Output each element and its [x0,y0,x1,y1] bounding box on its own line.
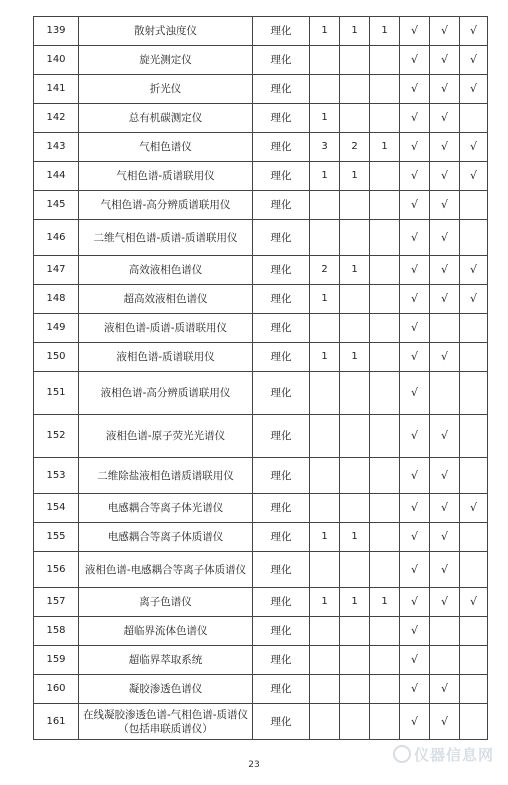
cell-category: 理化 [253,46,310,75]
cell-count-1 [310,314,340,343]
cell-number: 141 [34,75,79,104]
cell-check-2: √ [430,494,460,523]
cell-count-3 [370,675,400,704]
table-row [34,220,488,256]
table-row [34,675,488,704]
cell-check-3 [460,646,488,675]
table-row [34,617,488,646]
cell-instrument-name: 电感耦合等离子体质谱仪 [79,523,253,552]
cell-category: 理化 [253,415,310,458]
table-row [34,133,488,162]
cell-count-3 [370,646,400,675]
cell-instrument-name: 液相色谱-高分辨质谱联用仪 [79,372,253,415]
cell-count-3 [370,617,400,646]
cell-check-2: √ [430,104,460,133]
cell-check-2: √ [430,588,460,617]
cell-number: 145 [34,191,79,220]
cell-instrument-name: 电感耦合等离子体光谱仪 [79,494,253,523]
cell-category: 理化 [253,675,310,704]
cell-check-1: √ [400,494,430,523]
table-row [34,494,488,523]
watermark [393,744,494,765]
cell-check-2 [430,617,460,646]
cell-count-1 [310,552,340,588]
cell-count-1: 1 [310,162,340,191]
table-body [34,17,488,740]
table-row [34,343,488,372]
cell-count-1: 1 [310,285,340,314]
cell-check-2: √ [430,523,460,552]
cell-instrument-name: 超临界流体色谱仪 [79,617,253,646]
cell-count-3: 1 [370,17,400,46]
cell-count-2 [340,617,370,646]
cell-instrument-name: 液相色谱-质谱联用仪 [79,343,253,372]
cell-check-1: √ [400,314,430,343]
cell-count-3 [370,314,400,343]
cell-instrument-name: 离子色谱仪 [79,588,253,617]
cell-count-3 [370,75,400,104]
cell-check-2: √ [430,17,460,46]
cell-check-2: √ [430,675,460,704]
instrument-table-container [33,16,488,740]
cell-count-2: 1 [340,162,370,191]
cell-check-1: √ [400,285,430,314]
cell-check-3 [460,314,488,343]
cell-instrument-name: 折光仪 [79,75,253,104]
cell-number: 155 [34,523,79,552]
cell-category: 理化 [253,372,310,415]
cell-count-2 [340,285,370,314]
cell-number: 154 [34,494,79,523]
cell-number: 158 [34,617,79,646]
cell-count-3 [370,162,400,191]
cell-number: 147 [34,256,79,285]
cell-check-1: √ [400,343,430,372]
cell-count-2 [340,314,370,343]
cell-check-1: √ [400,675,430,704]
cell-count-3 [370,46,400,75]
cell-count-3 [370,220,400,256]
cell-check-1: √ [400,75,430,104]
cell-check-2: √ [430,133,460,162]
cell-check-1: √ [400,220,430,256]
cell-count-3 [370,191,400,220]
cell-instrument-name: 液相色谱-电感耦合等离子体质谱仪 [79,552,253,588]
cell-count-2 [340,675,370,704]
cell-count-2 [340,220,370,256]
cell-instrument-name: 气相色谱-质谱联用仪 [79,162,253,191]
cell-number: 149 [34,314,79,343]
cell-check-2: √ [430,220,460,256]
cell-instrument-name: 在线凝胶渗透色谱-气相色谱-质谱仪（包括串联质谱仪） [79,704,253,740]
table-row [34,458,488,494]
cell-count-2: 1 [340,588,370,617]
cell-number: 148 [34,285,79,314]
cell-count-2 [340,646,370,675]
table-row [34,17,488,46]
cell-count-1 [310,458,340,494]
cell-count-1 [310,220,340,256]
cell-instrument-name: 总有机碳测定仪 [79,104,253,133]
cell-check-1: √ [400,133,430,162]
cell-number: 153 [34,458,79,494]
cell-check-2: √ [430,552,460,588]
table-row [34,314,488,343]
cell-check-3: √ [460,46,488,75]
cell-category: 理化 [253,285,310,314]
cell-count-1 [310,372,340,415]
cell-category: 理化 [253,458,310,494]
cell-count-1 [310,704,340,740]
table-row [34,372,488,415]
cell-check-2: √ [430,46,460,75]
cell-count-3 [370,104,400,133]
cell-instrument-name: 气相色谱-高分辨质谱联用仪 [79,191,253,220]
cell-category: 理化 [253,646,310,675]
cell-check-1: √ [400,46,430,75]
cell-check-2: √ [430,415,460,458]
cell-instrument-name: 二维气相色谱-质谱-质谱联用仪 [79,220,253,256]
table-row [34,523,488,552]
instrument-table [33,16,488,740]
cell-number: 139 [34,17,79,46]
cell-count-1 [310,646,340,675]
cell-category: 理化 [253,17,310,46]
cell-instrument-name: 凝胶渗透色谱仪 [79,675,253,704]
cell-count-2 [340,104,370,133]
cell-check-2: √ [430,704,460,740]
table-row [34,285,488,314]
cell-count-2 [340,458,370,494]
cell-category: 理化 [253,523,310,552]
cell-category: 理化 [253,256,310,285]
cell-count-3: 1 [370,133,400,162]
cell-count-1 [310,494,340,523]
cell-check-1: √ [400,646,430,675]
cell-count-1: 3 [310,133,340,162]
table-row [34,256,488,285]
table-row [34,46,488,75]
cell-category: 理化 [253,191,310,220]
cell-check-3 [460,617,488,646]
cell-count-2: 1 [340,523,370,552]
cell-check-2: √ [430,343,460,372]
cell-count-2 [340,191,370,220]
table-row [34,646,488,675]
cell-instrument-name: 散射式浊度仪 [79,17,253,46]
cell-number: 146 [34,220,79,256]
cell-check-3 [460,458,488,494]
cell-check-3 [460,372,488,415]
cell-check-3 [460,552,488,588]
cell-check-3: √ [460,285,488,314]
cell-instrument-name: 液相色谱-质谱-质谱联用仪 [79,314,253,343]
cell-category: 理化 [253,220,310,256]
cell-count-2: 1 [340,343,370,372]
cell-check-3: √ [460,133,488,162]
cell-count-1 [310,46,340,75]
cell-count-1: 2 [310,256,340,285]
cell-count-2 [340,75,370,104]
cell-category: 理化 [253,104,310,133]
cell-check-2 [430,646,460,675]
cell-count-2: 1 [340,256,370,285]
cell-count-3 [370,415,400,458]
cell-category: 理化 [253,617,310,646]
cell-check-1: √ [400,458,430,494]
table-row [34,704,488,740]
cell-count-3 [370,372,400,415]
cell-instrument-name: 旋光测定仪 [79,46,253,75]
cell-check-2: √ [430,285,460,314]
cell-check-3: √ [460,588,488,617]
cell-category: 理化 [253,704,310,740]
cell-category: 理化 [253,552,310,588]
cell-check-3: √ [460,256,488,285]
cell-number: 152 [34,415,79,458]
cell-number: 142 [34,104,79,133]
cell-check-1: √ [400,17,430,46]
cell-check-3: √ [460,494,488,523]
cell-instrument-name: 二维除盐液相色谱质谱联用仪 [79,458,253,494]
cell-count-1 [310,191,340,220]
cell-count-3 [370,256,400,285]
cell-check-3 [460,675,488,704]
cell-check-2 [430,372,460,415]
cell-number: 160 [34,675,79,704]
cell-count-2: 2 [340,133,370,162]
cell-count-1: 1 [310,17,340,46]
cell-count-1 [310,617,340,646]
cell-number: 140 [34,46,79,75]
cell-count-1 [310,675,340,704]
cell-count-1: 1 [310,104,340,133]
cell-instrument-name: 液相色谱-原子荧光光谱仪 [79,415,253,458]
cell-count-3: 1 [370,588,400,617]
watermark-logo-icon [393,745,411,763]
cell-count-1 [310,75,340,104]
table-row [34,191,488,220]
cell-count-2 [340,372,370,415]
cell-check-3: √ [460,17,488,46]
table-row [34,162,488,191]
cell-category: 理化 [253,162,310,191]
cell-check-3 [460,523,488,552]
cell-check-1: √ [400,372,430,415]
cell-count-3 [370,343,400,372]
cell-count-3 [370,285,400,314]
cell-count-2 [340,46,370,75]
cell-check-3: √ [460,162,488,191]
cell-count-3 [370,523,400,552]
cell-check-3 [460,343,488,372]
cell-check-1: √ [400,617,430,646]
cell-number: 161 [34,704,79,740]
cell-check-2: √ [430,458,460,494]
cell-check-1: √ [400,704,430,740]
cell-instrument-name: 超临界萃取系统 [79,646,253,675]
cell-check-2 [430,314,460,343]
cell-check-1: √ [400,552,430,588]
cell-count-1: 1 [310,343,340,372]
cell-count-2 [340,704,370,740]
cell-category: 理化 [253,588,310,617]
cell-check-1: √ [400,415,430,458]
table-row [34,104,488,133]
cell-check-1: √ [400,191,430,220]
cell-check-1: √ [400,256,430,285]
cell-check-3 [460,415,488,458]
table-row [34,75,488,104]
cell-category: 理化 [253,133,310,162]
cell-count-3 [370,494,400,523]
watermark-text: 仪器信息网 [413,746,494,764]
cell-check-1: √ [400,523,430,552]
table-row [34,552,488,588]
cell-check-2: √ [430,256,460,285]
cell-instrument-name: 气相色谱仪 [79,133,253,162]
cell-count-1: 1 [310,523,340,552]
cell-count-1: 1 [310,588,340,617]
cell-check-3 [460,704,488,740]
cell-number: 159 [34,646,79,675]
cell-number: 143 [34,133,79,162]
cell-category: 理化 [253,75,310,104]
cell-count-2 [340,552,370,588]
cell-category: 理化 [253,494,310,523]
cell-count-3 [370,552,400,588]
cell-count-2 [340,494,370,523]
cell-check-1: √ [400,162,430,191]
cell-count-3 [370,458,400,494]
cell-category: 理化 [253,343,310,372]
cell-check-1: √ [400,104,430,133]
cell-count-1 [310,415,340,458]
cell-category: 理化 [253,314,310,343]
cell-check-1: √ [400,588,430,617]
cell-instrument-name: 超高效液相色谱仪 [79,285,253,314]
cell-count-2 [340,415,370,458]
cell-number: 150 [34,343,79,372]
cell-instrument-name: 高效液相色谱仪 [79,256,253,285]
cell-count-3 [370,704,400,740]
cell-check-2: √ [430,162,460,191]
table-row [34,588,488,617]
cell-check-3 [460,104,488,133]
cell-check-3 [460,191,488,220]
page-number: 23 [248,760,260,770]
cell-check-2: √ [430,75,460,104]
cell-number: 156 [34,552,79,588]
cell-check-3: √ [460,75,488,104]
cell-number: 151 [34,372,79,415]
cell-number: 157 [34,588,79,617]
cell-check-2: √ [430,191,460,220]
cell-check-3 [460,220,488,256]
cell-count-2: 1 [340,17,370,46]
cell-number: 144 [34,162,79,191]
table-row [34,415,488,458]
